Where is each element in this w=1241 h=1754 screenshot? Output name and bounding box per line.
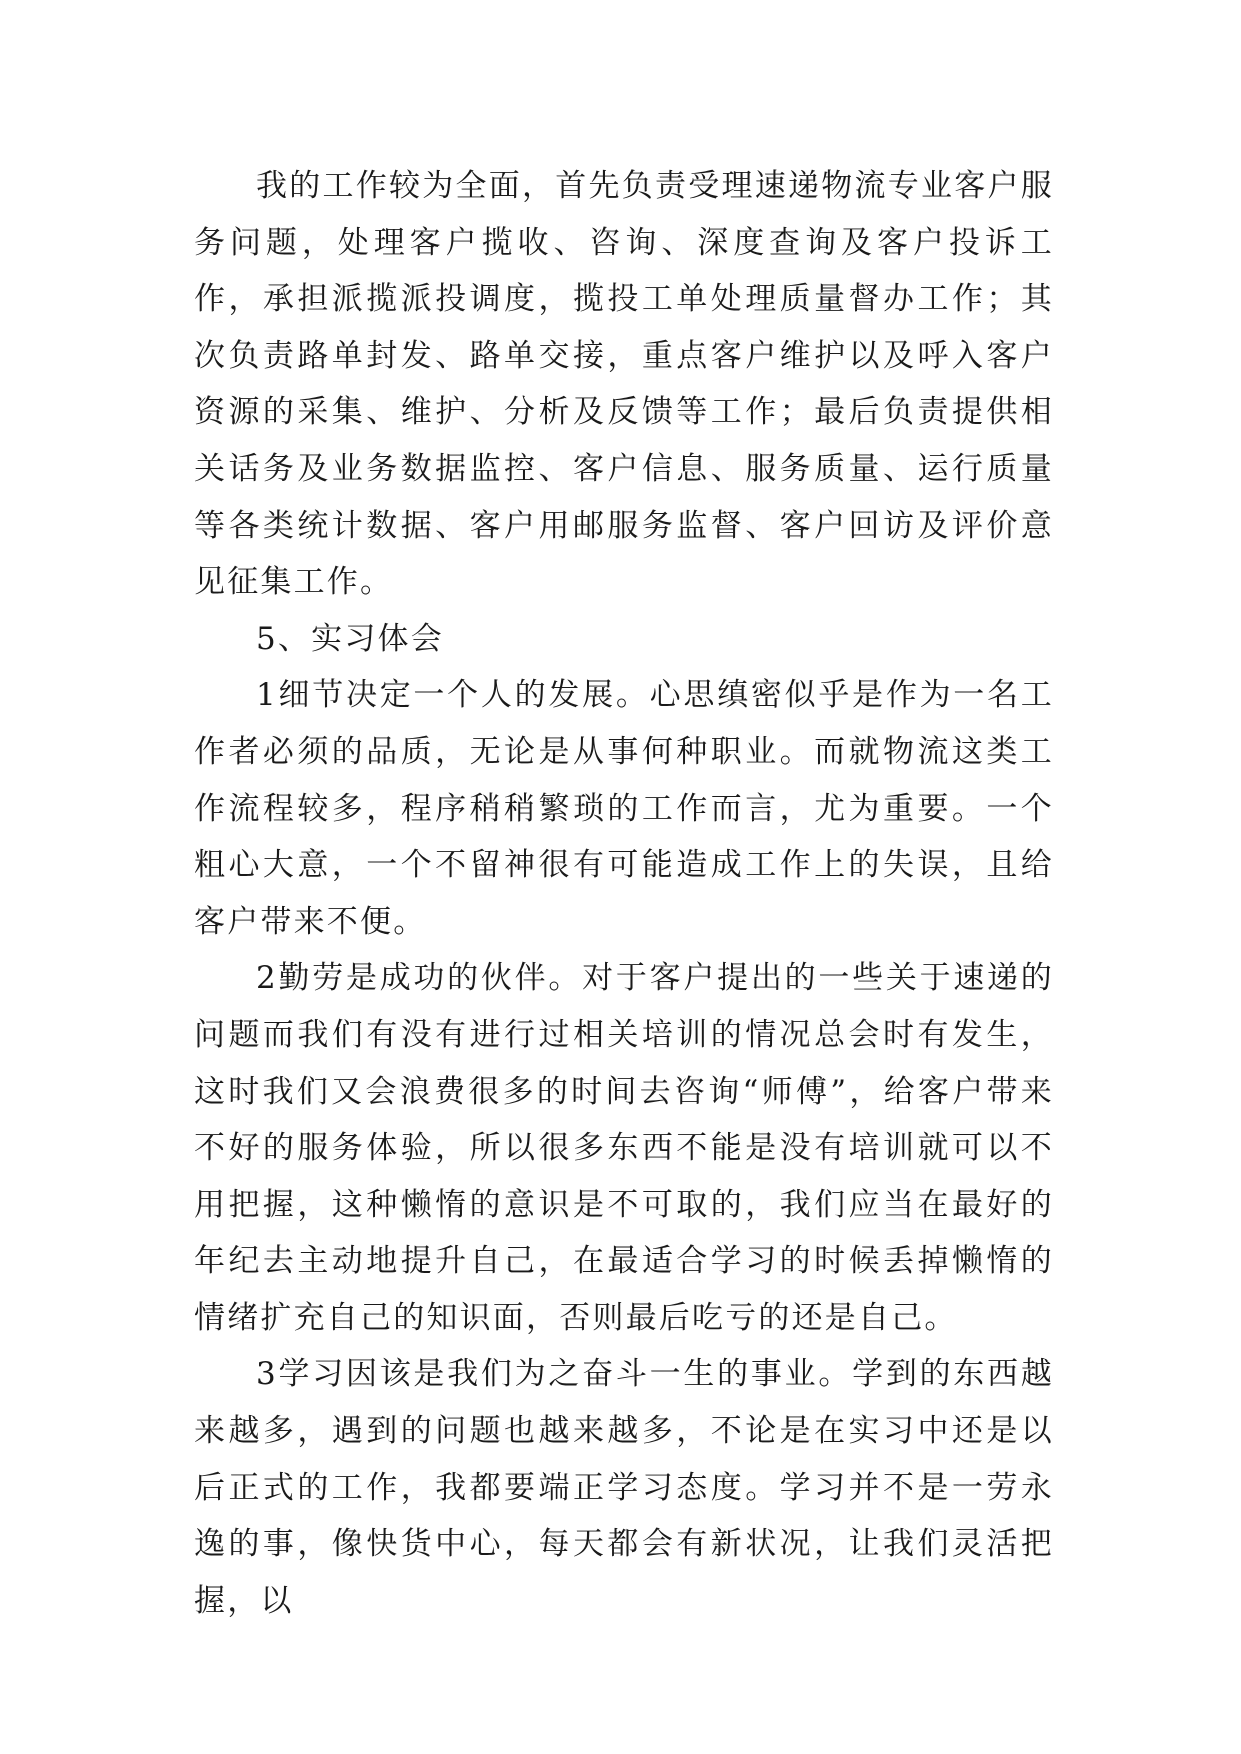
paragraph-point-3: 3学习因该是我们为之奋斗一生的事业。学到的东西越来越多，遇到的问题也越来越多，不论是在实习中还是以后正式的工作，我都要端正学习态度。学习并不是一劳永逸的事，像快货中心，每天都会有新状况，让我们灵活把握，以 [194,1356,1054,1619]
document-body [194,158,1054,1629]
paragraph-work-duties: 我的工作较为全面，首先负责受理速递物流专业客户服务问题，处理客户揽收、咨询、深度查询及客户投诉工作，承担派揽派投调度，揽投工单处理质量督办工作；其次负责路单封发、路单交接，重点客户维护以及呼入客户资源的采集、维护、分析及反馈等工作；最后负责提供相关话务及业务数据监控、客户信息、服务质量、运行质量等各类统计数据、客户用邮服务监督、客户回访及评价意见征集工作。 [194,168,1054,601]
paragraph-point-2: 2勤劳是成功的伙伴。对于客户提出的一些关于速递的问题而我们有没有进行过相关培训的情况总会时有发生，这时我们又会浪费很多的时间去咨询“师傅”，给客户带来不好的服务体验，所以很多东西不能是没有培训就可以不用把握，这种懒惰的意识是不可取的，我们应当在最好的年纪去主动地提升自己，在最适合学习的时候丢掉懒惰的情绪扩充自己的知识面，否则最后吃亏的还是自己。 [194,960,1054,1336]
paragraph-point-1: 1细节决定一个人的发展。心思缜密似乎是作为一名工作者必须的品质，无论是从事何种职业。而就物流这类工作流程较多，程序稍稍繁琐的工作而言，尤为重要。一个粗心大意，一个不留神很有可能造成工作上的失误，且给客户带来不便。 [194,677,1054,940]
section-heading-internship-experience: 5、实习体会 [256,620,444,657]
